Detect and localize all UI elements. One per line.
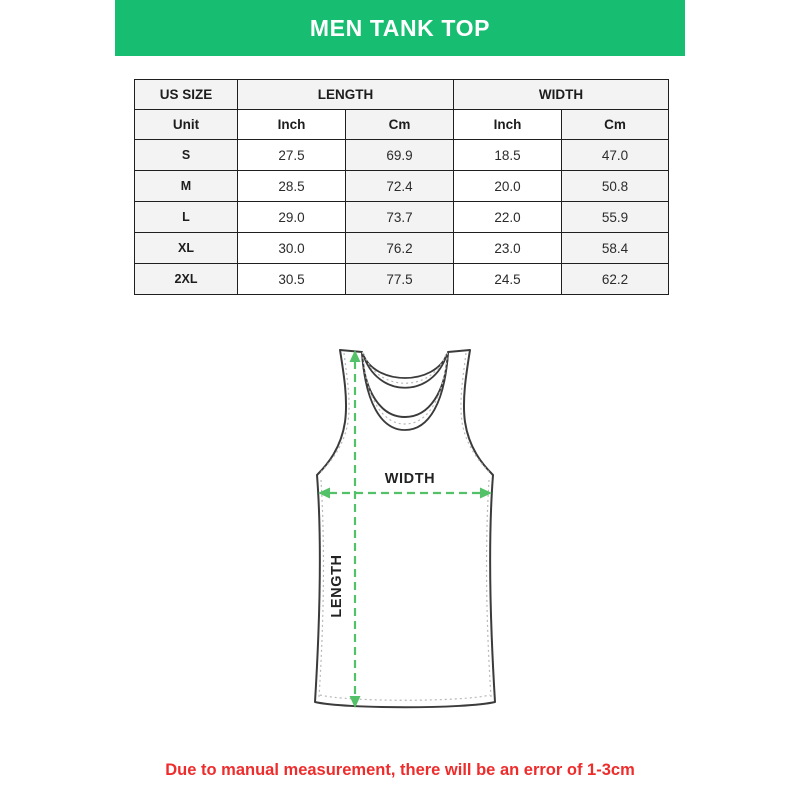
table-row: [135, 171, 669, 202]
cell-width-cm: 50.8: [562, 171, 669, 202]
header-length: LENGTH: [238, 80, 454, 110]
unit-width-inch: Inch: [454, 110, 562, 140]
page-title: MEN TANK TOP: [309, 14, 491, 41]
size-label: 2XL: [135, 264, 238, 295]
cell-width-inch: 22.0: [454, 202, 562, 233]
header-us-size: US SIZE: [135, 80, 238, 110]
table-header-row: [135, 80, 669, 110]
cell-length-cm: 72.4: [346, 171, 454, 202]
unit-length-cm: Cm: [346, 110, 454, 140]
table-row: [135, 264, 669, 295]
size-label: XL: [135, 233, 238, 264]
cell-length-inch: 28.5: [238, 171, 346, 202]
table-unit-row: [135, 110, 669, 140]
size-label: S: [135, 140, 238, 171]
cell-length-cm: 77.5: [346, 264, 454, 295]
cell-length-inch: 27.5: [238, 140, 346, 171]
table-row: [135, 233, 669, 264]
unit-length-inch: Inch: [238, 110, 346, 140]
size-label: L: [135, 202, 238, 233]
cell-width-inch: 23.0: [454, 233, 562, 264]
width-label: WIDTH: [384, 471, 436, 487]
length-label: LENGTH: [329, 554, 345, 618]
cell-width-inch: 18.5: [454, 140, 562, 171]
cell-length-cm: 69.9: [346, 140, 454, 171]
tank-top-diagram: [0, 340, 800, 740]
cell-width-cm: 55.9: [562, 202, 669, 233]
cell-length-inch: 30.0: [238, 233, 346, 264]
cell-length-cm: 76.2: [346, 233, 454, 264]
tank-outline: [315, 350, 495, 707]
header-width: WIDTH: [454, 80, 669, 110]
cell-length-inch: 30.5: [238, 264, 346, 295]
cell-length-cm: 73.7: [346, 202, 454, 233]
unit-label: Unit: [135, 110, 238, 140]
title-banner: [115, 0, 685, 56]
cell-width-inch: 24.5: [454, 264, 562, 295]
back-collar-inner: [363, 354, 447, 388]
table-row: [135, 202, 669, 233]
table-row: [135, 140, 669, 171]
cell-width-cm: 47.0: [562, 140, 669, 171]
size-table: [134, 79, 669, 295]
cell-width-inch: 20.0: [454, 171, 562, 202]
unit-width-cm: Cm: [562, 110, 669, 140]
tank-top-illustration: [0, 340, 800, 740]
size-table-container: [134, 79, 668, 295]
cell-width-cm: 58.4: [562, 233, 669, 264]
measurement-error-note: Due to manual measurement, there will be an error of 1-3cm: [165, 761, 635, 779]
size-label: M: [135, 171, 238, 202]
cell-width-cm: 62.2: [562, 264, 669, 295]
cell-length-inch: 29.0: [238, 202, 346, 233]
